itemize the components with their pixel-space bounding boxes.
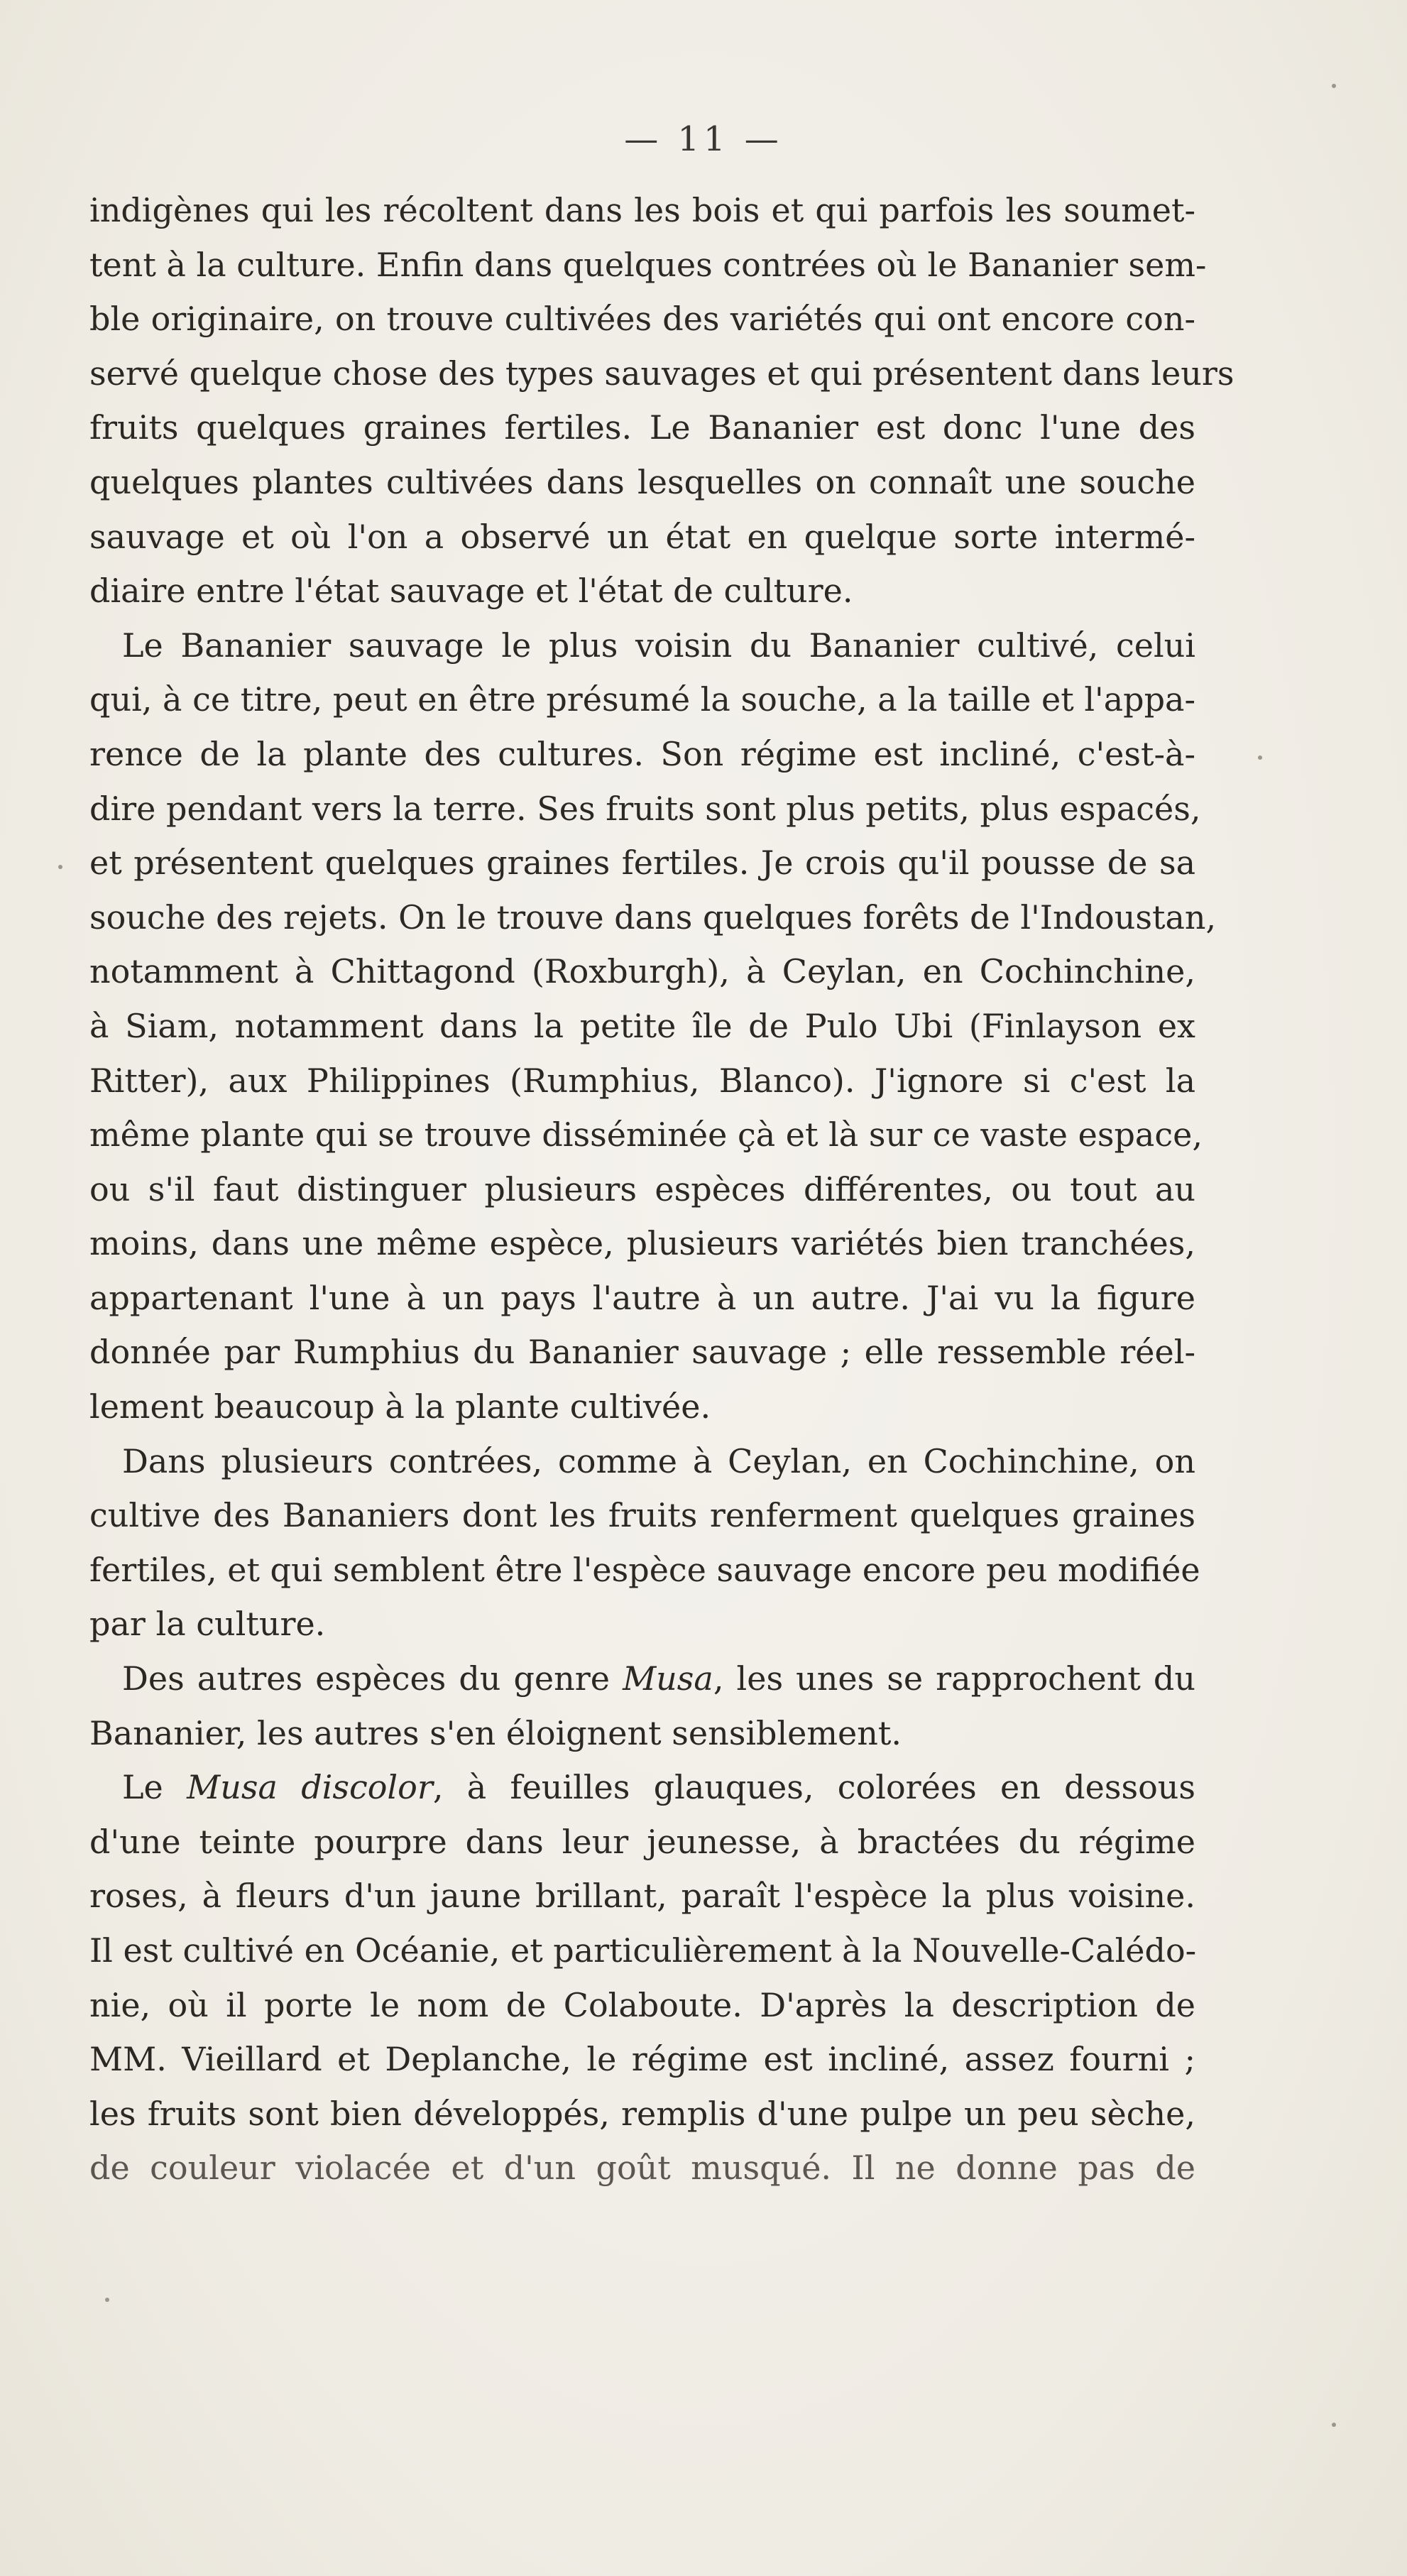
text-line: de couleur violacée et d'un goût musqué. Il ne donne pas de [89, 2149, 1195, 2188]
text-line: ou s'il faut distinguer plusieurs espèces différentes, ou tout au [89, 1169, 1195, 1208]
text-line: les fruits sont bien développés, remplis d'une pulpe un peu sèche, [89, 2094, 1195, 2133]
text-line: Des autres espèces du genre Musa, les unes se rapprochent du [122, 1659, 1196, 1698]
text-line: indigènes qui les récoltent dans les bois et qui parfois les soumet- [89, 191, 1195, 229]
italic-term: Musa [623, 1659, 713, 1698]
paper-speck [58, 865, 62, 869]
paragraph-4 [89, 1652, 1195, 1760]
paper-speck [1332, 2423, 1336, 2427]
text-line: tent à la culture. Enfin dans quelques contrées où le Bananier sem- [89, 245, 1207, 284]
text-line: servé quelque chose des types sauvages et qui présentent dans leurs [89, 354, 1234, 393]
text-line: dire pendant vers la terre. Ses fruits sont plus petits, plus espacés, [89, 789, 1201, 828]
text-line: par la culture. [89, 1605, 326, 1644]
text-line: nie, où il porte le nom de Colaboute. D'après la description de [89, 1985, 1195, 2024]
paper-speck [105, 2298, 109, 2302]
text-line: même plante qui se trouve disséminée çà et là sur ce vaste espace, [89, 1115, 1203, 1155]
text-line: Il est cultivé en Océanie, et particulièrement à la Nouvelle-Calédo- [89, 1931, 1197, 1970]
text-line: sauvage et où l'on a observé un état en quelque sorte intermé- [89, 517, 1195, 556]
text-line: d'une teinte pourpre dans leur jeunesse, à bractées du régime [89, 1822, 1195, 1861]
text-line: ble originaire, on trouve cultivées des variétés qui ont encore con- [89, 300, 1195, 339]
text-line: Ritter), aux Philippines (Rumphius, Blanco). J'ignore si c'est la [89, 1061, 1195, 1100]
text-line: MM. Vieillard et Deplanche, le régime est incliné, assez fourni ; [89, 2040, 1195, 2079]
text-line: Le Bananier sauvage le plus voisin du Bananier cultivé, celui [122, 626, 1195, 665]
text-line: fruits quelques graines fertiles. Le Bananier est donc l'une des [89, 408, 1195, 447]
text-line: cultive des Bananiers dont les fruits renferment quelques graines [89, 1496, 1195, 1535]
text-line: rence de la plante des cultures. Son régime est incliné, c'est-à- [89, 734, 1195, 773]
text-line: qui, à ce titre, peut en être présumé la souche, a la taille et l'appa- [89, 680, 1195, 719]
text-line: souche des rejets. On le trouve dans quelques forêts de l'Indoustan, [89, 897, 1217, 937]
text-line: à Siam, notamment dans la petite île de Pulo Ubi (Finlayson ex [89, 1006, 1195, 1045]
text-line: quelques plantes cultivées dans lesquelles on connaît une souche [89, 462, 1195, 501]
text-line: notamment à Chittagond (Roxburgh), à Ceylan, en Cochinchine, [89, 952, 1195, 991]
paper-speck [1258, 755, 1262, 760]
paragraph-5 [89, 1760, 1195, 2195]
text-line: fertiles, et qui semblent être l'espèce sauvage encore peu modifiée [89, 1550, 1200, 1589]
paragraph-1 [89, 183, 1234, 618]
text-line: diaire entre l'état sauvage et l'état de culture. [89, 572, 853, 611]
paragraph-3 [89, 1434, 1200, 1652]
text-line: Bananier, les autres s'en éloignent sensiblement. [89, 1713, 902, 1752]
italic-term: Musa discolor [187, 1768, 433, 1807]
text-line: lement beaucoup à la plante cultivée. [89, 1387, 711, 1426]
text-line: moins, dans une même espèce, plusieurs variétés bien tranchées, [89, 1224, 1195, 1263]
paper-speck [1332, 84, 1336, 88]
text-line: Le Musa discolor, à feuilles glauques, colorées en dessous [122, 1768, 1195, 1807]
page-number: — 11 — [624, 119, 783, 159]
body-text [89, 183, 1234, 2195]
text-line: appartenant l'une à un pays l'autre à un autre. J'ai vu la figure [89, 1278, 1195, 1317]
text-line: donnée par Rumphius du Bananier sauvage ; elle ressemble réel- [89, 1333, 1195, 1372]
text-line: roses, à fleurs d'un jaune brillant, paraît l'espèce la plus voisine. [89, 1877, 1195, 1916]
paragraph-2 [89, 618, 1217, 1434]
text-line: et présentent quelques graines fertiles. Je crois qu'il pousse de sa [89, 844, 1195, 883]
text-line: Dans plusieurs contrées, comme à Ceylan, en Cochinchine, on [122, 1441, 1195, 1480]
